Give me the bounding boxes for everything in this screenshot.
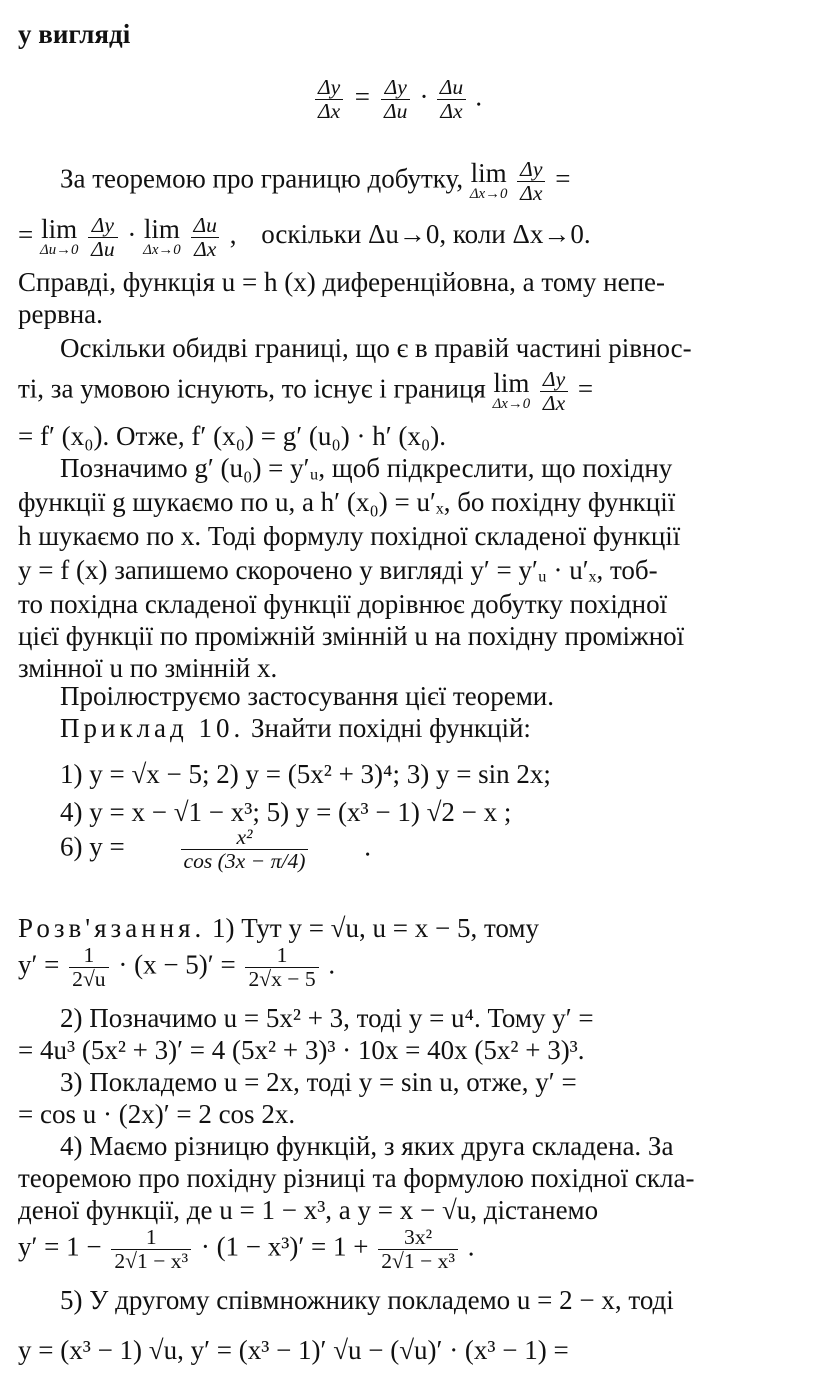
fraction: $\frac{\text{x²}}{\cos (3x - \pi/4)}$ — [134, 826, 354, 872]
example-item-6: 6) y = $\frac{\text{x²}}{\cos (3x - \pi/4)}$ . — [60, 825, 371, 873]
text-line-3: За теоремою про границю добутку, lim Δx→0 $\frac{\Delta y}{\Delta x}$ = — [60, 157, 571, 205]
text-line-15: цієї функції по проміжній змінній u на похідну проміжної — [18, 621, 685, 651]
example-items-1-3: 1) y = √x − 5; 2) y = (5x² + 3)⁴; 3) y = sin 2x; — [60, 759, 551, 789]
fraction: $\frac{\Delta y}{\Delta u}$ — [381, 76, 410, 122]
example-items-4-5: 4) y = x − √1 − x³; 5) y = (x³ − 1) √2 − x ; — [60, 797, 512, 827]
solution-line-4: = 4u³ (5x² + 3)′ = 4 (5x² + 3)³ · 10x = 40x (5x² + 3)³. — [18, 1035, 585, 1065]
text-line-6: рервна. — [18, 299, 103, 329]
fraction: $\frac{\Delta y}{\Delta x}$ — [540, 368, 568, 414]
text-line-1: у вигляді — [18, 19, 131, 49]
fraction: $\frac{\text{3x²}}{\text{2√1 − x³}}$ — [378, 1226, 458, 1272]
solution-line-2: y′ = $\frac{1}{2√u}$ · (x − 5)′ = $\frac{1}{2√x - 5}$ . — [18, 943, 336, 991]
text-line-7: Оскільки обидві границі, що є в правій частині рівнос- — [60, 333, 692, 363]
text-line-5: Справді, функція u = h (x) диференційовна, а тому непе- — [18, 267, 666, 297]
text-line-14: то похідна складеної функції дорівнює добутку похідної — [18, 589, 668, 619]
text-line-10: Позначимо g′ (u₀) = y′ᵤ, щоб підкреслити, що похідну — [60, 453, 673, 483]
limit: lim Δu→0 — [39, 214, 79, 259]
solution-line-8: теоремою про похідну різниці та формулою похідної скла- — [18, 1163, 695, 1193]
solution-line-5: 3) Покладемо u = 2x, тоді y = sin u, отже, y′ = — [60, 1067, 577, 1097]
fraction: $\frac{1}{2√x - 5}$ — [245, 944, 318, 990]
text-line-12: h шукаємо по x. Тоді формулу похідної складеної функції — [18, 521, 681, 551]
fraction: $\frac{\Delta u}{\Delta x}$ — [437, 76, 466, 122]
text-line-8: ті, за умовою існують, то існує і границя lim Δx→0 $\frac{\Delta y}{\Delta x}$ = — [18, 367, 594, 415]
fraction: $\frac{1}{\text{2√1 − x³}}$ — [111, 1226, 191, 1272]
solution-line-3: 2) Позначимо u = 5x² + 3, тоді y = u⁴. Тому y′ = — [60, 1003, 594, 1033]
solution-line-10: y′ = 1 − $\frac{1}{\text{2√1 − x³}}$ · (1 − x³)′ = 1 + $\frac{\text{3x²}}{\text{2√1 − x³}}$ . — [18, 1225, 475, 1273]
fraction: $\frac{\Delta y}{\Delta x}$ — [517, 158, 545, 204]
fraction: $\frac{1}{2√u}$ — [69, 944, 108, 990]
text-line-9: = f′ (x₀). Отже, f′ (x₀) = g′ (u₀) · h′ (x₀). — [18, 421, 447, 451]
solution-line-1: Розв'язання. 1) Тут y = √u, u = x − 5, тому — [18, 913, 539, 943]
solution-line-11: 5) У другому співмножнику покладемо u = 2 − x, тоді — [60, 1285, 674, 1315]
equation-chain-rule: $\frac{\Delta y}{\Delta x}$ = $\frac{\Delta y}{\Delta u}$ · $\frac{\Delta u}{\Delta x}$ . — [312, 76, 483, 122]
text-line-16: змінної u по змінній x. — [18, 653, 278, 683]
limit: lim Δx→0 — [492, 368, 531, 413]
limit: lim Δx→0 — [143, 214, 181, 259]
text-line-11: функції g шукаємо по u, а h′ (x₀) = u′ₓ, бо похідну функції — [18, 487, 676, 517]
solution-line-6: = cos u · (2x)′ = 2 cos 2x. — [18, 1099, 296, 1129]
fraction: $\frac{\Delta u}{\Delta x}$ — [190, 214, 219, 260]
solution-line-12: y = (x³ − 1) √u, y′ = (x³ − 1)′ √u − (√u)′ · (x³ − 1) = — [18, 1335, 569, 1365]
text-line-4: = lim Δu→0 $\frac{\Delta y}{\Delta u}$ · lim Δx→0 $\frac{\Delta u}{\Delta x}$ , оскільки Δu→0, коли Δx→0. — [18, 213, 591, 261]
text-line-18: Приклад 10. Знайти похідні функцій: — [60, 713, 531, 743]
fraction: $\frac{\Delta y}{\Delta u}$ — [88, 214, 117, 260]
text-line-17: Проілюструємо застосування цієї теореми. — [60, 681, 554, 711]
limit: lim Δx→0 — [469, 158, 508, 203]
text-line-13: y = f (x) запишемо скорочено у вигляді y′ = y′ᵤ · u′ₓ, тоб- — [18, 555, 658, 585]
solution-line-9: деної функції, де u = 1 − x³, а y = x − √u, дістанемо — [18, 1195, 599, 1225]
fraction: $\frac{\Delta y}{\Delta x}$ — [315, 76, 343, 122]
solution-line-7: 4) Маємо різницю функцій, з яких друга складена. За — [60, 1131, 674, 1161]
